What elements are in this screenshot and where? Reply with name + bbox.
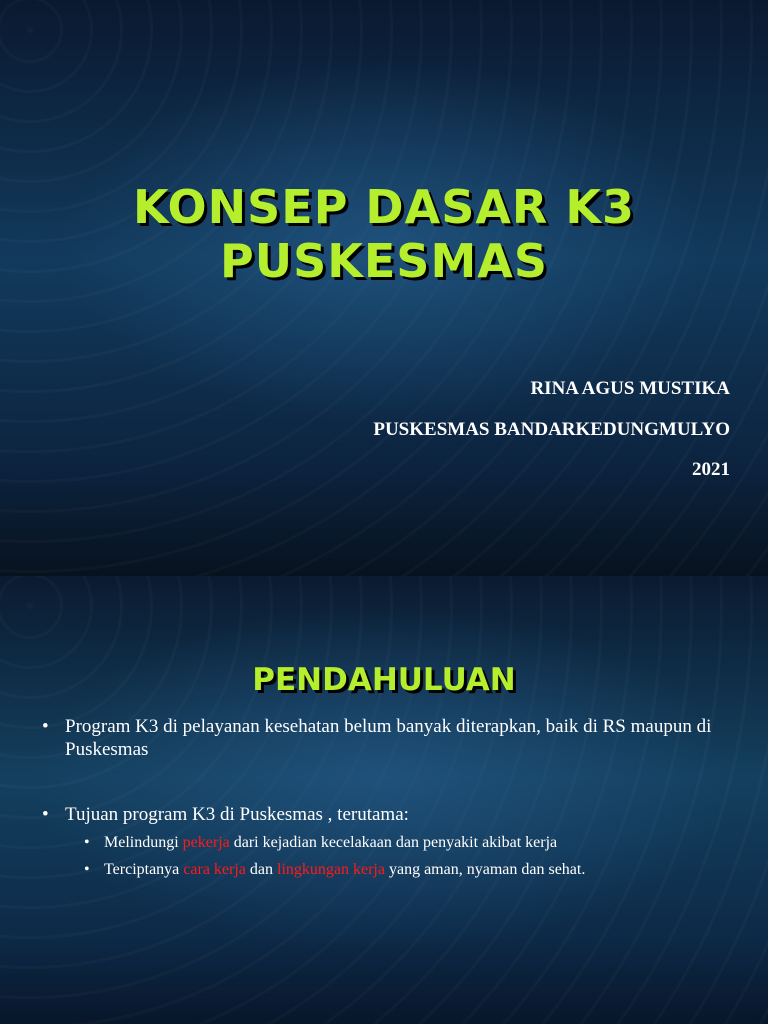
content-slide: [0, 576, 768, 1024]
text-segment: yang aman, nyaman dan sehat.: [384, 861, 586, 878]
bullet-icon: •: [42, 716, 49, 737]
sub-bullet-item-1: [84, 833, 734, 853]
highlight-pekerja: pekerja: [182, 834, 230, 851]
bullet-item-2: [42, 803, 722, 826]
slide-title: [0, 180, 768, 288]
text-segment: dan: [245, 861, 277, 878]
bullet-icon: •: [42, 804, 49, 825]
bullet-item-1: [42, 715, 722, 761]
sub-bullet-text-1: [104, 834, 557, 851]
sub-bullet-icon: •: [84, 834, 90, 851]
institution-name: PUSKESMAS BANDARKEDUNGMULYO: [373, 419, 730, 440]
sub-bullet-text-2: [104, 861, 585, 878]
year: 2021: [692, 459, 730, 480]
title-line-1: KONSEP DASAR K3: [132, 180, 636, 234]
slide-heading: PENDAHULUAN: [252, 662, 516, 698]
bullet-text-1: Program K3 di pelayanan kesehatan belum banyak diterapkan, baik di RS maupun di Puskesmas: [65, 716, 712, 760]
bullet-text-2: Tujuan program K3 di Puskesmas , terutama:: [65, 804, 409, 825]
highlight-cara-kerja: cara kerja: [183, 861, 246, 878]
author-name: RINA AGUS MUSTIKA: [530, 378, 730, 399]
sub-bullet-icon: •: [84, 861, 90, 878]
text-segment: dari kejadian kecelakaan dan penyakit akibat kerja: [229, 834, 558, 851]
text-segment: Melindungi: [104, 834, 183, 851]
title-line-2: PUSKESMAS: [220, 234, 548, 288]
sub-bullet-item-2: [84, 860, 734, 880]
highlight-lingkungan-kerja: lingkungan kerja: [277, 861, 385, 878]
text-segment: Terciptanya: [104, 861, 184, 878]
